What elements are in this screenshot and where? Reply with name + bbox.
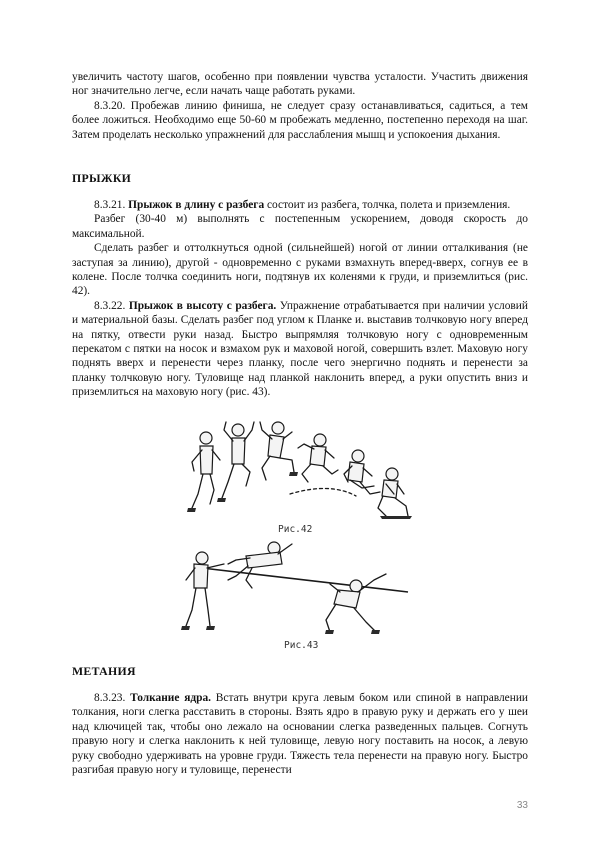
jumper-figure-6 <box>378 468 412 519</box>
jumper-figure-4 <box>298 434 338 482</box>
figure-43-caption: Рис.43 <box>284 640 319 651</box>
section-heading-throws: МЕТАНИЯ <box>72 664 136 678</box>
term-long-jump: Прыжок в длину с разбега <box>128 199 265 211</box>
paragraph-number: 8.3.23. <box>94 692 131 704</box>
paragraph-run-up: Разбег (30-40 м) выполнять с постепенным ускорением, доводя скорость до максимальной. <box>72 213 528 240</box>
figure-43-high-jump <box>180 540 420 655</box>
paragraph-number: 8.3.21. <box>94 199 129 211</box>
jumper-takeoff <box>181 552 224 630</box>
paragraph-number: 8.3.22. <box>94 299 129 312</box>
text-block-jumps <box>72 198 528 400</box>
jumper-figure-5 <box>344 450 380 494</box>
text-block-throws <box>72 691 528 777</box>
page-number: 33 <box>516 800 528 811</box>
flight-path-arc <box>290 488 356 496</box>
paragraph: увеличить частоту шагов, особенно при появлении чувства усталости. Участить движения ног значительно легче, если начать чаще работать руками. <box>72 71 528 98</box>
term-shot-put: Толкание ядра. <box>130 692 212 704</box>
section-heading-jumps: ПРЫЖКИ <box>72 171 132 185</box>
paragraph-takeoff: Сделать разбег и оттолкнуться одной (сильнейшей) ногой от линии отталкивания (не заступая за линию), другой - одновременно с руками взмахнуть вперед-вверх, согнув ее в колене. После толчка соединить ноги, подтянув их коленями к груди, и приземлиться (рис. 42). <box>72 242 528 298</box>
paragraph-8-3-23 <box>72 691 528 777</box>
jumper-figure-1 <box>187 432 220 512</box>
term-high-jump: Прыжок в высоту с разбега. <box>128 299 277 312</box>
figure-42-caption: Рис.42 <box>278 524 313 535</box>
high-jump-bar <box>202 568 408 592</box>
paragraph-8-3-22 <box>72 299 528 400</box>
text-block-running-end <box>72 70 528 142</box>
paragraph-8-3-20: 8.3.20. Пробежав линию финиша, не следует сразу останавливаться, садиться, а тем более ложиться. Необходимо еще 50-60 м пробежать медленно, постепенно переходя на шаг. Затем проделать несколько упражнений для расслабления мышц и успокоения дыхания. <box>72 99 528 141</box>
jumper-figure-3 <box>260 422 298 480</box>
jumper-over-bar <box>228 542 292 588</box>
paragraph-text: Упражнение отрабатывается при наличии условий и материальной базы. Сделать разбег под углом к Планке и. выставив толчковую ногу вперед на пятку, отвести руки назад. Быстро выпрямляя толчковую ногу с одновременным перекатом с пятки на носок и взмахом рук и маховой ногой, совершить взлет. Маховую ногу поднять вверх и перенести через планку, после чего энергично поднять и перенести за планку толчковую ногу. Туловище над планкой наклонить вперед, а руки опустить вниз и приземлиться на маховую ногу (рис. 43). <box>72 299 528 399</box>
paragraph-text: Встать внутри круга левым боком или спиной в направлении толкания, ноги слегка расставить в стороны. Взять ядро в правую руку и держать его у шеи над ключицей так, чтобы оно лежало на основании слегка разведенных пальцев. Согнуть правую ногу и слегка наклонить к ней туловище, левую ногу поставить на носок, а левую руку свободно удерживать на уровне груди. Тяжесть тела перенести на правую ногу. Быстро разгибая правую ногу и туловище, перенести <box>72 692 529 777</box>
high-jump-illustration <box>180 540 420 636</box>
jumper-figure-2 <box>217 422 254 502</box>
paragraph-text: состоит из разбега, толчка, полета и приземления. <box>264 199 511 211</box>
figure-42-long-jump <box>180 416 440 540</box>
paragraph-8-3-21 <box>72 198 528 212</box>
long-jump-illustration <box>180 416 440 526</box>
